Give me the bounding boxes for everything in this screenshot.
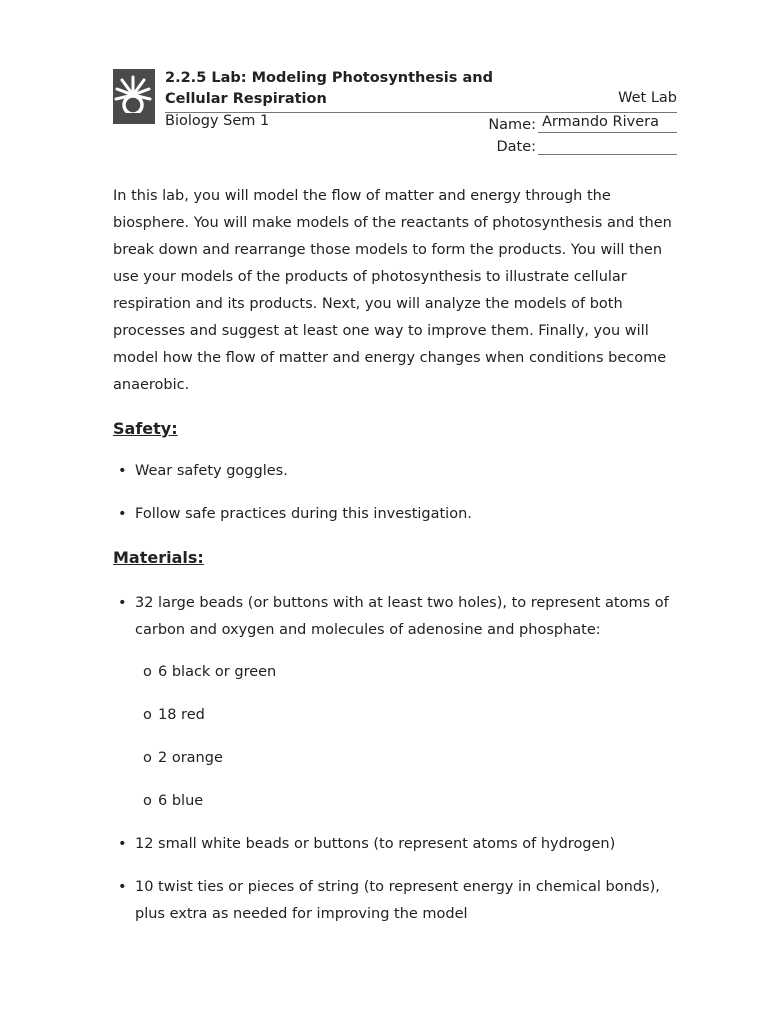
date-field[interactable]: [538, 136, 677, 155]
bullet-icon: •: [118, 879, 127, 895]
list-item: [113, 501, 679, 528]
materials-item-text: 12 small white beads or buttons (to represent atoms of hydrogen): [135, 836, 616, 852]
bullet-icon: •: [118, 595, 127, 611]
list-item: [113, 874, 679, 928]
bead-color-text: 18 red: [158, 707, 205, 723]
list-item: [135, 702, 679, 729]
date-field-row: [496, 136, 677, 155]
title-line-2: Cellular Respiration: [165, 91, 327, 107]
name-field-row: [488, 114, 677, 133]
list-item: [135, 659, 679, 686]
materials-heading: Materials:: [113, 548, 204, 567]
materials-list: [113, 590, 679, 928]
sub-bullet-icon: o: [143, 793, 152, 809]
sub-bullet-icon: o: [143, 707, 152, 723]
safety-item-text: Follow safe practices during this investigation.: [135, 506, 472, 522]
bullet-icon: •: [118, 463, 127, 479]
list-item: [135, 745, 679, 772]
list-item: [113, 831, 679, 858]
bullet-icon: •: [118, 836, 127, 852]
lab-type-label: Wet Lab: [618, 90, 677, 106]
course-label: Biology Sem 1: [165, 113, 270, 129]
list-item: [135, 788, 679, 815]
document-body: [113, 183, 679, 928]
name-label: Name:: [488, 117, 536, 133]
bead-color-text: 6 blue: [158, 793, 204, 809]
name-field[interactable]: Armando Rivera: [538, 114, 677, 133]
title-line-1: 2.2.5 Lab: Modeling Photosynthesis and: [165, 70, 493, 86]
materials-item-text: 32 large beads (or buttons with at least two holes), to represent atoms of carbon and oxygen and molecules of adenosine and phosphate:: [135, 595, 669, 638]
bead-color-text: 6 black or green: [158, 664, 277, 680]
bead-color-list: [135, 659, 679, 815]
safety-heading: Safety:: [113, 419, 178, 438]
sub-bullet-icon: o: [143, 750, 152, 766]
list-item: [113, 590, 679, 815]
sunburst-logo-icon: [113, 69, 155, 124]
bead-color-text: 2 orange: [158, 750, 223, 766]
safety-list: [113, 458, 679, 528]
document-title: [165, 68, 493, 110]
sub-bullet-icon: o: [143, 664, 152, 680]
safety-item-text: Wear safety goggles.: [135, 463, 288, 479]
date-label: Date:: [496, 139, 536, 155]
bullet-icon: •: [118, 506, 127, 522]
intro-paragraph: In this lab, you will model the flow of matter and energy through the biosphere. You will make models of the reactants of photosynthesis and then break down and rearrange those models to form the products. You will then use your models of the products of photosynthesis to illustrate cellular respiration and its products. Next, you will analyze the models of both processes and suggest at least one way to improve them. Finally, you will model how the flow of matter and energy changes when conditions become anaerobic.: [113, 188, 672, 393]
list-item: [113, 458, 679, 485]
materials-item-text: 10 twist ties or pieces of string (to represent energy in chemical bonds), plus extra as needed for improving the model: [135, 879, 660, 922]
